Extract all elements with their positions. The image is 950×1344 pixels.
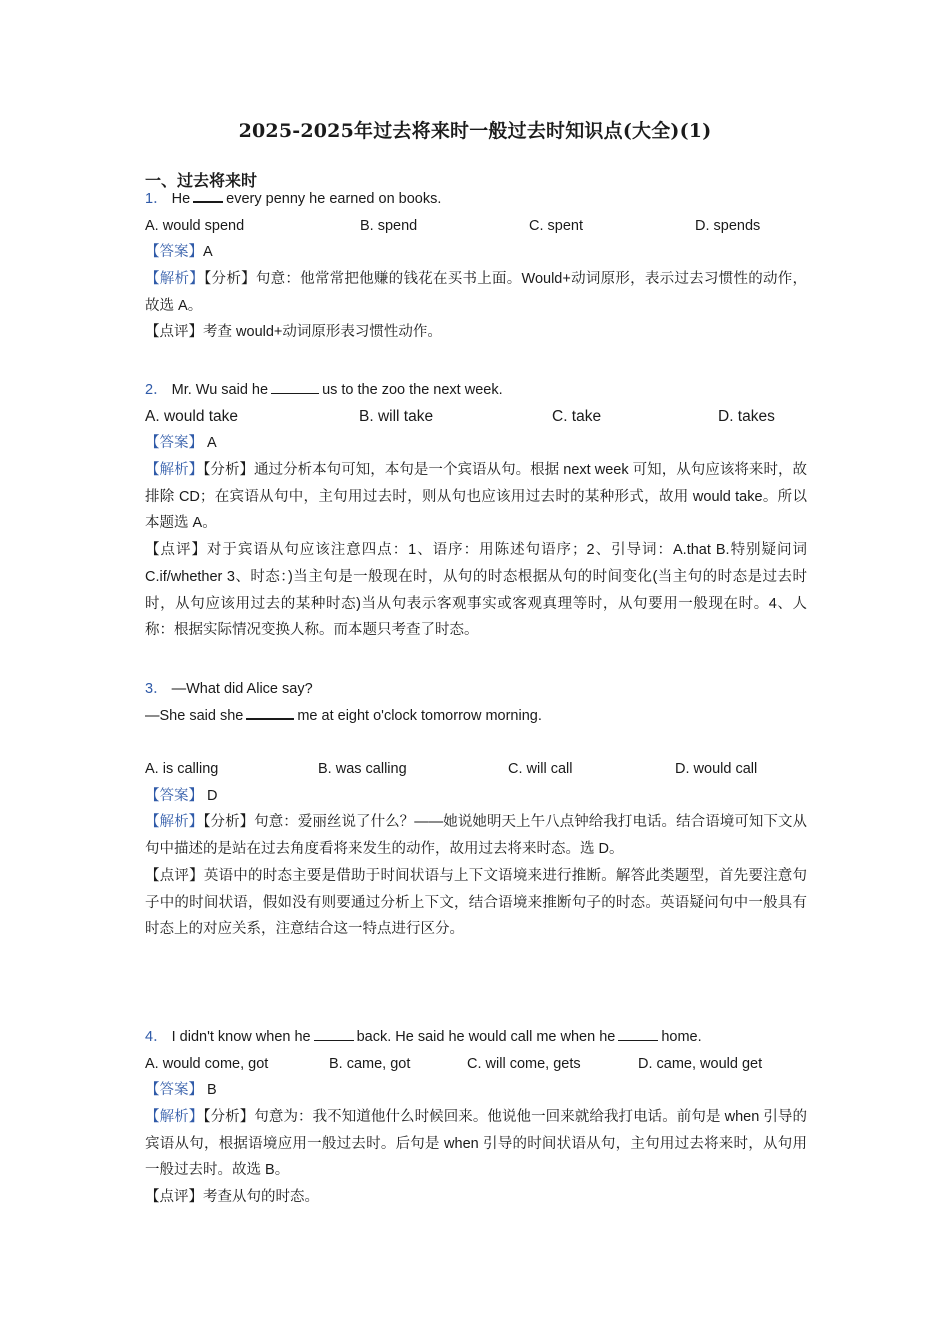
answer-value: D xyxy=(207,787,218,804)
option-d: D. spends xyxy=(695,217,761,234)
options-row xyxy=(145,1051,807,1078)
option-d: D. would call xyxy=(675,761,758,778)
option-a: A. would take xyxy=(145,407,239,425)
option-c: C. spent xyxy=(529,217,583,234)
options-row xyxy=(145,213,807,240)
analysis: 【解析】【分析】句意：他常常把他赚的钱花在买书上面。Would+动词原形，表示过去习惯性的动作，故选 A。 xyxy=(145,271,807,314)
option-a: A. is calling xyxy=(145,761,219,778)
analysis: 【解析】【分析】通过分析本句可知，本句是一个宾语从句。根据 next week 可知，从句应该将来时，故排除 CD；在宾语从句中，主句用过去时，则从句也应该用过去时的某种形式，故用 would take。所以本题选 A。 xyxy=(145,462,808,532)
option-d: D. came, would get xyxy=(638,1055,763,1072)
answer-line: 【答案】 D xyxy=(145,787,218,804)
answer-blank-2 xyxy=(618,1026,658,1041)
options-row xyxy=(145,756,807,783)
question-number: 3． xyxy=(145,681,168,697)
question-stem-line-2: —She said she me at eight o'clock tomorrow morning. xyxy=(145,703,807,730)
option-b: B. will take xyxy=(359,407,434,425)
comment: 【点评】考查从句的时态。 xyxy=(145,1189,319,1206)
option-c: C. will come, gets xyxy=(467,1055,581,1072)
answer-blank xyxy=(246,704,294,720)
section-heading: 一、过去将来时 xyxy=(145,171,258,190)
answer-line: 【答案】 A xyxy=(145,435,217,452)
question-1 xyxy=(145,186,807,346)
question-3 xyxy=(145,676,807,943)
question-2 xyxy=(145,377,807,644)
analysis: 【解析】【分析】句意为：我不知道他什么时候回来。他说他一回来就给我打电话。前句是 when 引导的宾语从句，根据语境应用一般过去时。后句是 when 引导的时间状语从句，主句用过去将来时，从句用一般过去时。故选 B。 xyxy=(145,1109,808,1179)
options-row xyxy=(145,404,807,431)
question-number: 4． xyxy=(145,1029,168,1045)
answer-value: B xyxy=(207,1082,217,1099)
answer-blank xyxy=(193,187,223,203)
question-stem: 3． —What did Alice say? xyxy=(145,681,313,697)
answer-blank-1 xyxy=(314,1026,354,1041)
comment: 【点评】考查 would+动词原形表习惯性动作。 xyxy=(145,324,442,341)
comment: 【点评】英语中的时态主要是借助于时间状语与上下文语境来进行推断。解答此类题型，首先要注意句子中的时间状语，假如没有则要通过分析上下文，结合语境来推断句子的时态。英语疑问句中一般具有时态上的对应关系，注意结合这一特点进行区分。 xyxy=(145,867,807,938)
analysis: 【解析】【分析】句意：爱丽丝说了什么？——她说她明天上午八点钟给我打电话。结合语境可知下文从句中描述的是站在过去角度看将来发生的动作，故用过去将来时态。选 D。 xyxy=(145,814,808,858)
option-b: B. was calling xyxy=(318,761,407,778)
option-a: A. would come, got xyxy=(145,1055,269,1072)
option-b: B. came, got xyxy=(329,1055,411,1072)
question-stem: 2． Mr. Wu said he us to the zoo the next week. xyxy=(145,377,807,404)
option-c: C. will call xyxy=(508,761,573,778)
comment: 【点评】对于宾语从句应该注意四点：1、语序：用陈述句语序；2、引导词：A.that B.特别疑问词 C.if/whether 3、时态：)当主句是一般现在时，从句的时态根据从句的时间变化(当主句的时态是过去时时，从句应该用过去的某种时态)当从句表示客观事实或客观真理等时，从句要用一般现在时。4、人称：根据实际情况变换人称。而本题只考查了时态。 xyxy=(145,542,807,639)
question-stem: 1． He every penny he earned on books. xyxy=(145,186,807,213)
question-number: 2． xyxy=(145,382,168,398)
answer-line: 【答案】A xyxy=(145,244,213,261)
answer-line: 【答案】 B xyxy=(145,1082,217,1099)
answer-value: A xyxy=(207,435,217,452)
question-4 xyxy=(145,1024,807,1211)
document-title: 2025-2025年过去将来时一般过去时知识点(大全)(1) xyxy=(238,120,712,142)
answer-blank xyxy=(271,379,319,394)
question-number: 1． xyxy=(145,191,168,207)
question-stem: 4． I didn't know when he back. He said he would call me when he home. xyxy=(145,1024,807,1051)
option-b: B. spend xyxy=(360,217,418,234)
option-c: C. take xyxy=(552,407,602,425)
option-d: D. takes xyxy=(718,407,775,425)
option-a: A. would spend xyxy=(145,217,245,234)
answer-value: A xyxy=(203,244,213,261)
